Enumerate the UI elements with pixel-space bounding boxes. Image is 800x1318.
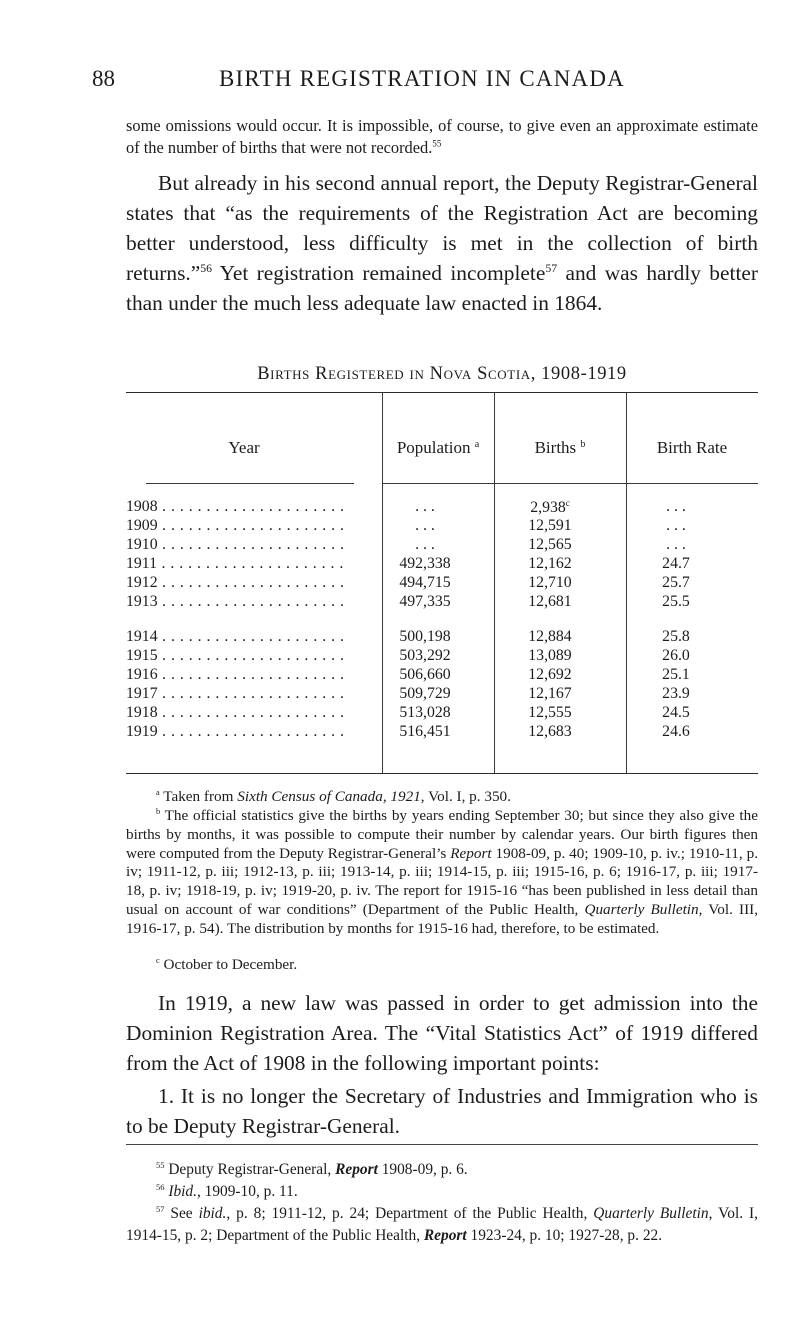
page-number: 88: [92, 66, 115, 91]
population-cell-value: . . .: [415, 536, 435, 553]
year-cell: [126, 723, 348, 741]
births-cell-value: 12,681: [528, 593, 572, 610]
year-cell-value: 1917: [126, 685, 158, 702]
birth-rate-cell: [628, 574, 724, 592]
year-cell-value: 1912: [126, 574, 158, 591]
table-row: [126, 517, 758, 536]
footnote-number: 57: [156, 1204, 165, 1215]
births-cell-value: 12,683: [528, 723, 572, 740]
population-cell-value: 513,028: [399, 704, 451, 721]
population-cell: [382, 723, 468, 741]
footnote-citation: Report: [423, 1227, 467, 1244]
footnote-text: , p. 8; 1911-12, p. 24; Department of the Public Health,: [226, 1205, 594, 1222]
note-citation: Report: [450, 844, 492, 862]
population-cell: [382, 628, 468, 646]
year-cell-value: 1910: [126, 536, 158, 553]
table-note-ref: b: [580, 439, 586, 450]
population-cell: [382, 593, 468, 611]
intro-text: some omissions would occur. It is impossible, of course, to give even an approximate estimate of the number of births that were not recorded.: [126, 116, 758, 157]
table-note-mark: a: [156, 788, 160, 798]
births-cell-value: 12,692: [528, 666, 572, 683]
footnote-text: , Vol. I, 1914-15, p. 2; Department of the Public Health,: [126, 1205, 759, 1244]
quote-text-2: Yet registration remained incomplete: [212, 261, 546, 285]
population-cell-value: 506,660: [399, 666, 451, 683]
table-row: [126, 555, 758, 574]
table-row: [126, 498, 758, 517]
birth-rate-cell: [628, 723, 724, 741]
births-cell: [500, 704, 600, 722]
footnote-citation: ibid.: [198, 1205, 227, 1222]
running-head: BIRTH REGISTRATION IN CANADA: [219, 66, 625, 91]
birth-rate-cell-value: 26.0: [662, 647, 690, 664]
footnote-text: See: [170, 1205, 199, 1222]
birth-rate-cell-value: 24.6: [662, 723, 690, 740]
footnote-57: [126, 1203, 758, 1247]
table-row: [126, 647, 758, 666]
birth-rate-cell-value: 23.9: [662, 685, 690, 702]
population-cell-value: 503,292: [399, 647, 451, 664]
births-cell-value: 12,591: [528, 517, 572, 534]
footnote-citation: Report: [335, 1161, 378, 1178]
footnote-text: Deputy Registrar-General,: [168, 1161, 336, 1178]
table-row: [126, 685, 758, 704]
birth-rate-cell-value: 24.5: [662, 704, 690, 721]
births-cell: [500, 666, 600, 684]
note-citation: Sixth Census of Canada, 1921: [237, 788, 421, 805]
year-cell: [126, 685, 348, 703]
population-cell: [382, 666, 468, 684]
birth-rate-cell: [628, 647, 724, 665]
year-cell-value: 1916: [126, 666, 158, 683]
births-cell: [500, 723, 600, 741]
column-header-year: Year: [228, 438, 260, 457]
year-cell-value: 1913: [126, 593, 158, 610]
population-cell: [382, 704, 468, 722]
footnote-text: 1908-09, p. 6.: [377, 1161, 468, 1178]
birth-rate-cell: [628, 593, 724, 611]
year-cell: [126, 704, 348, 722]
births-cell: [500, 555, 600, 573]
population-cell: [382, 555, 468, 573]
table-note-a: [126, 788, 758, 807]
note-text: Taken from: [163, 788, 238, 805]
births-cell: [500, 574, 600, 592]
population-cell-value: 492,338: [399, 555, 451, 572]
population-cell-value: . . .: [415, 498, 435, 515]
year-cell-value: 1915: [126, 647, 158, 664]
table-row: [126, 536, 758, 555]
population-cell: [382, 574, 468, 592]
birth-rate-cell-value: 24.7: [662, 555, 690, 572]
year-cell-value: 1909: [126, 517, 158, 534]
table-note-b: [126, 807, 758, 939]
year-cell: [126, 555, 348, 573]
closing-paragraph: In 1919, a new law was passed in order to get admission into the Dominion Registration Area. The “Vital Statistics Act” of 1919 differed from the Act of 1908 in the following important points:: [126, 991, 758, 1075]
footnote-ref: 55: [432, 138, 442, 149]
births-cell-value: 12,710: [528, 574, 572, 591]
column-header-population: [382, 438, 494, 458]
table-row: [126, 723, 758, 742]
births-cell: [500, 647, 600, 665]
births-cell: [500, 628, 600, 646]
birth-rate-cell: [628, 517, 724, 535]
births-table: [126, 392, 758, 774]
birth-rate-cell-value: . . .: [666, 536, 686, 553]
column-header-birth-rate: Birth Rate: [656, 438, 728, 457]
population-cell: [382, 536, 468, 554]
year-cell: [126, 628, 348, 646]
births-cell: [500, 685, 600, 703]
year-cell: [126, 498, 348, 516]
page-header: [92, 66, 752, 96]
birth-rate-cell: [628, 685, 724, 703]
birth-rate-cell-value: . . .: [666, 517, 686, 534]
births-cell-value: 12,555: [528, 704, 572, 721]
footnote-ref: 56: [200, 261, 213, 275]
births-cell-value: 2,938: [530, 499, 566, 516]
quote-text-3: and was hardly better than under the much less adequate law enacted in 1864.: [126, 261, 758, 315]
table-top-rule: [126, 392, 758, 393]
year-cell-value: 1918: [126, 704, 158, 721]
table-row: [126, 704, 758, 723]
birth-rate-cell-value: 25.5: [662, 593, 690, 610]
year-cell: [126, 574, 348, 592]
birth-rate-cell-value: 25.8: [662, 628, 690, 645]
population-header-label: Population: [396, 438, 471, 457]
header-underline: [146, 483, 354, 484]
population-cell: [382, 517, 468, 535]
year-cell-value: 1908: [126, 498, 158, 515]
footnote-citation: Quarterly Bulletin: [593, 1205, 709, 1222]
population-cell-value: . . .: [415, 517, 435, 534]
births-cell-value: 13,089: [528, 647, 572, 664]
footnote-text: , 1909-10, p. 11.: [196, 1183, 298, 1200]
births-cell-value: 12,162: [528, 555, 572, 572]
year-cell: [126, 666, 348, 684]
table-note-ref: a: [474, 439, 480, 450]
footnote-number: 55: [156, 1160, 165, 1171]
population-cell: [382, 498, 468, 516]
table-note-mark: b: [156, 807, 161, 817]
births-header-label: Births: [534, 438, 577, 457]
note-text: October to December.: [163, 956, 298, 973]
population-cell-value: 497,335: [399, 593, 451, 610]
population-cell-value: 494,715: [399, 574, 451, 591]
births-cell: [500, 498, 600, 517]
table-note-c: [126, 956, 758, 975]
year-cell-value: 1919: [126, 723, 158, 740]
quote-paragraph: [126, 168, 758, 318]
table-bottom-rule: [126, 773, 758, 774]
table-row: [126, 574, 758, 593]
column-header-births: [494, 438, 626, 458]
note-citation: Quarterly Bulletin: [584, 900, 699, 918]
year-cell: [126, 517, 348, 535]
note-text: , Vol. I, p. 350.: [420, 788, 511, 805]
population-cell-value: 509,729: [399, 685, 451, 702]
note-text: The official statistics give the births by years ending September 30; but since they also give the births by months, it was possible to compute their number by calendar years. Our birth figures then were computed from the Deputy Registrar-General’s: [126, 807, 758, 862]
birth-rate-cell-value: 25.7: [662, 574, 690, 591]
birth-rate-cell: [628, 536, 724, 554]
births-cell-value: 12,565: [528, 536, 572, 553]
table-note-mark: c: [156, 956, 160, 966]
table-row: [126, 628, 758, 647]
births-cell-value: 12,167: [528, 685, 572, 702]
population-cell: [382, 685, 468, 703]
birth-rate-cell: [628, 704, 724, 722]
footnote-56: [126, 1181, 758, 1203]
birth-rate-cell-value: 25.1: [662, 666, 690, 683]
table-row: [126, 666, 758, 685]
year-cell: [126, 536, 348, 554]
births-cell-value: 12,884: [528, 628, 572, 645]
birth-rate-cell: [628, 498, 724, 516]
year-cell: [126, 593, 348, 611]
table-row: [126, 593, 758, 612]
population-cell-value: 516,451: [399, 723, 451, 740]
footnote-ref: 57: [545, 261, 558, 275]
year-cell-value: 1911: [126, 555, 158, 572]
table-title: Births Registered in Nova Scotia, 1908-1919: [257, 364, 627, 384]
birth-rate-cell-value: . . .: [666, 498, 686, 515]
birth-rate-cell: [628, 628, 724, 646]
year-cell: [126, 647, 348, 665]
note-text: 1908-09, p. 40; 1909-10, p. iv.; 1910-11, p. iv; 1911-12, p. iii; 1912-13, p. iii; 1913-14, p. iii; 1914-15, p. iii; 1915-16, p. 6; 1916-17, p. iii; 1917-18, p. iv; 1918-19, p. iv; 1919-20, p. iv. The report for 1915-16 “has been published in less detail than usual on account of war conditions” (Department of the Public Health,: [126, 844, 758, 918]
footnote-text: 1923-24, p. 10; 1927-28, p. 22.: [466, 1227, 663, 1244]
year-cell-value: 1914: [126, 628, 158, 645]
footnote-55: [126, 1159, 758, 1181]
births-cell: [500, 593, 600, 611]
footnote-citation: Ibid.: [168, 1183, 197, 1200]
birth-rate-cell: [628, 666, 724, 684]
births-cell: [500, 517, 600, 535]
population-cell-value: 500,198: [399, 628, 451, 645]
intro-paragraph: [126, 115, 758, 159]
birth-rate-cell: [628, 555, 724, 573]
header-underline: [382, 483, 758, 484]
footnote-rule: [126, 1144, 758, 1145]
note-text: , Vol. III, 1916-17, p. 54). The distribution by months for 1915-16 had, therefore, to be estimated.: [126, 900, 758, 937]
births-cell: [500, 536, 600, 554]
quote-text-1: But already in his second annual report, the Deputy Registrar-General states that “as the requirements of the Registration Act are becoming better understood, less difficulty is met in the collection of birth returns.”: [126, 171, 758, 285]
list-item: 1. It is no longer the Secretary of Industries and Immigration who is to be Deputy Registrar-General.: [126, 1084, 758, 1138]
footnote-number: 56: [156, 1182, 165, 1193]
population-cell: [382, 647, 468, 665]
table-note-ref: c: [565, 498, 570, 508]
